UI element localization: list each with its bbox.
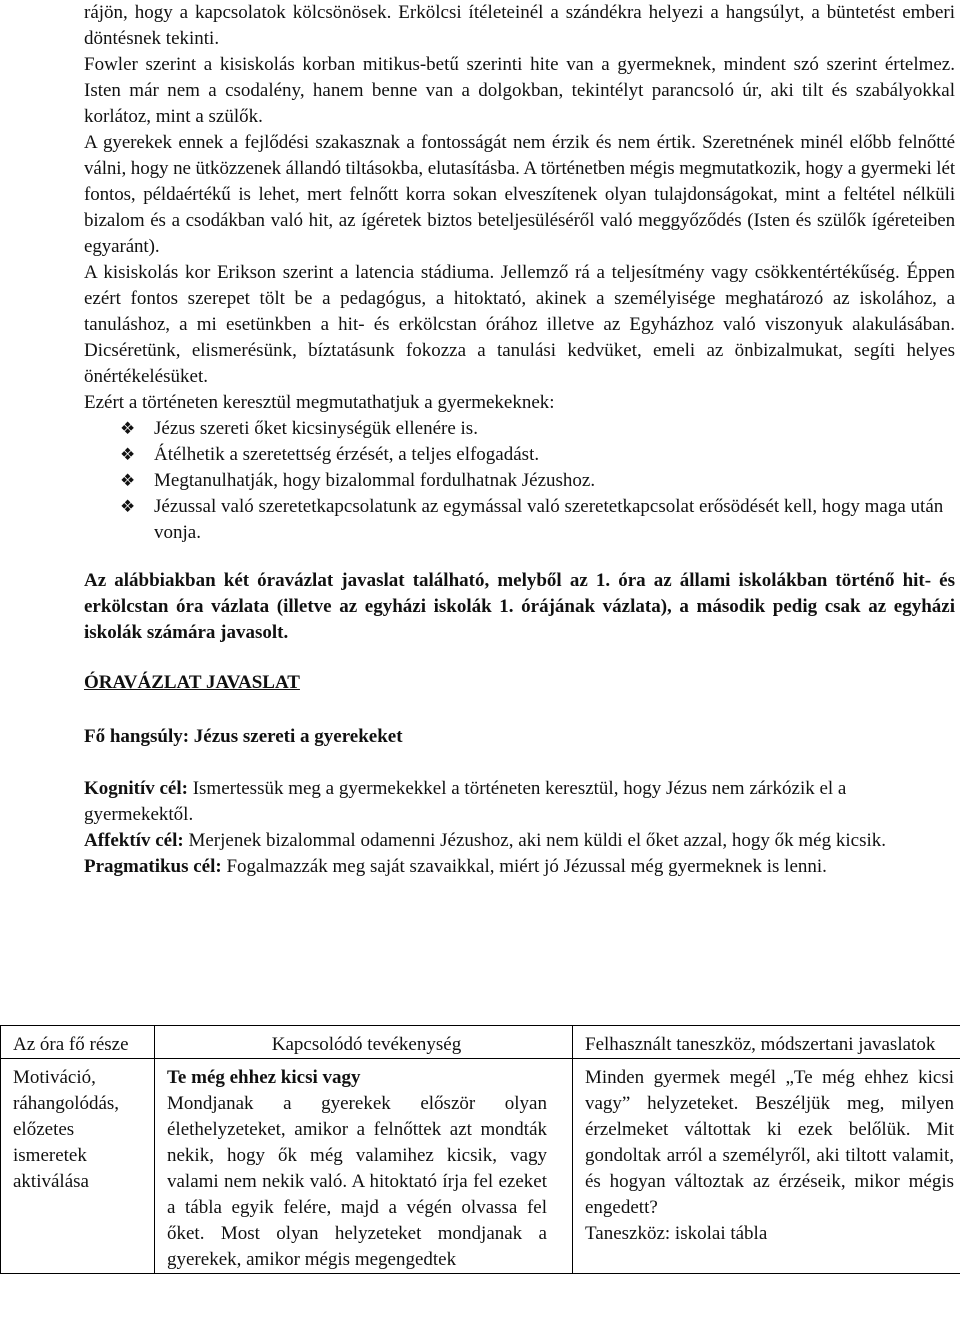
affective-goal	[84, 828, 955, 854]
cognitive-goal-label: Kognitív cél:	[84, 778, 188, 799]
diamond-bullet-icon: ❖	[120, 419, 136, 438]
cell-lesson-part: Motiváció, ráhangolódás, előzetes ismeretek aktiválása	[1, 1059, 155, 1274]
intro-paragraph-1: rájön, hogy a kapcsolatok kölcsönösek. Erkölcsi ítéleteinél a szándékra helyezi a hangsúlyt, a büntetést emberi döntésnek tekinti.	[84, 2, 955, 49]
table-row	[1, 1059, 960, 1274]
activity-text: Mondjanak a gyerekek először olyan élethelyzeteket, amikor a felnőttek azt mondták nekik, hogy ők még valamihez kicsik, vagy valami nem nekik való. A hitoktató írja fel ezeket a tábla egyik felére, majd a végén olvassa fel őket. Most olyan helyzeteket mondjanak a gyerekek, amikor mégis megengedtek	[167, 1093, 547, 1270]
intro-paragraph-5: Ezért a történeten keresztül megmutathatjuk a gyermekeknek:	[84, 392, 555, 413]
list-item-text: Átélhetik a szeretettség érzését, a teljes elfogadást.	[154, 444, 540, 465]
cell-tools	[573, 1059, 960, 1274]
tools-equipment: Taneszköz: iskolai tábla	[585, 1223, 768, 1244]
list-item-text: Jézussal való szeretetkapcsolatunk az egymással való szeretetkapcsolat erősödését kell, hogy maga után vonja.	[154, 496, 944, 543]
list-item	[84, 416, 955, 442]
affective-goal-text: Merjenek bizalommal odamenni Jézushoz, aki nem küldi el őket azzal, hogy ők még kicsik.	[183, 830, 886, 851]
summary-paragraph: Az alábbiakban két óravázlat javaslat található, melyből az 1. óra az állami iskolákban történő hit- és erkölcstan óra vázlata (illetve az egyházi iskolák 1. órájának vázlata), a második pedig csak az egyházi iskolák számára javasolt.	[84, 570, 955, 643]
intro-paragraph-3: A gyerekek ennek a fejlődési szakasznak a fontosságát nem érzik és nem értik. Szeretnének minél előbb felnőtté válni, hogy ne ütközzenek állandó tiltásokba, elutasításba. A történetben mégis megmutatkozik, hogy a gyermeki lét fontos, példaértékű is lehet, mert felnőtt korra sokan elveszítenek olyan tulajdonságokat, mint a feltétel nélküli bizalom és a csodákban való hit, az ígéretek biztos beteljesüléséről való meggyőződés (Isten és szülők ígéreteiben egyaránt).	[84, 132, 955, 257]
lesson-plan-table	[0, 1025, 960, 1274]
activity-title: Te még ehhez kicsi vagy	[167, 1067, 361, 1088]
header-activity: Kapcsolódó tevékenység	[155, 1026, 573, 1059]
list-item	[84, 468, 955, 494]
focus-line: Fő hangsúly: Jézus szereti a gyerekeket	[84, 726, 403, 747]
tools-text: Minden gyermek megél „Te még ehhez kicsi vagy” helyzeteket. Beszéljük meg, milyen érzelmeket váltottak ki ezek belőlük. Mit gondoltak arról a személyről, aki tiltott valamit, és hogyan változtak az érzéseik, mikor mégis engedett?	[585, 1067, 954, 1218]
diamond-bullet-icon: ❖	[120, 497, 136, 516]
affective-goal-label: Affektív cél:	[84, 830, 184, 851]
intro-paragraph-4: A kisiskolás kor Erikson szerint a latencia stádiuma. Jellemző rá a teljesítmény vagy csökkentértékűség. Éppen ezért fontos szerepet tölt be a pedagógus, a hitoktató, akinek a személyisége meghatározó az iskolához, a tanuláshoz, a mi esetünkben a hit- és erkölcstan órához illetve az Egyházhoz való viszonyuk alakulásában. Dicséretünk, elismerésünk, bíztatásunk fokozza a tanulási kedvüket, emeli az önbizalmukat, segíti helyes önértékelésüket.	[84, 262, 955, 387]
goals-block	[84, 776, 955, 880]
list-item-text: Megtanulhatják, hogy bizalommal fordulhatnak Jézushoz.	[154, 470, 596, 491]
diamond-bullet-icon: ❖	[120, 471, 136, 490]
list-item	[84, 494, 955, 546]
table-header-row	[1, 1026, 960, 1059]
document-page	[84, 0, 955, 880]
pragmatic-goal	[84, 854, 955, 880]
section-heading: ÓRAVÁZLAT JAVASLAT	[84, 672, 300, 693]
header-lesson-part: Az óra fő része	[1, 1026, 155, 1059]
list-item	[84, 442, 955, 468]
diamond-bullet-icon: ❖	[120, 445, 136, 464]
pragmatic-goal-label: Pragmatikus cél:	[84, 856, 222, 877]
pragmatic-goal-text: Fogalmazzák meg saját szavaikkal, miért jó Jézussal még gyermeknek is lenni.	[221, 856, 827, 877]
header-tools: Felhasznált taneszköz, módszertani javaslatok	[573, 1026, 960, 1059]
cognitive-goal	[84, 776, 955, 828]
list-item-text: Jézus szereti őket kicsinységük ellenére is.	[154, 418, 478, 439]
bullet-list	[84, 416, 955, 546]
cell-activity	[155, 1059, 573, 1274]
intro-paragraph-2: Fowler szerint a kisiskolás korban mitikus-betű szerinti hite van a gyermeknek, mindent szó szerint értelmez. Isten már nem a csodalény, hanem benne van a dolgokban, tekintélyt parancsoló úr, aki tilt és szabályokkal korlátoz, mint a szülők.	[84, 54, 955, 127]
cognitive-goal-text: Ismertessük meg a gyermekekkel a történeten keresztül, hogy Jézus nem zárkózik el a gyermekektől.	[84, 778, 847, 825]
